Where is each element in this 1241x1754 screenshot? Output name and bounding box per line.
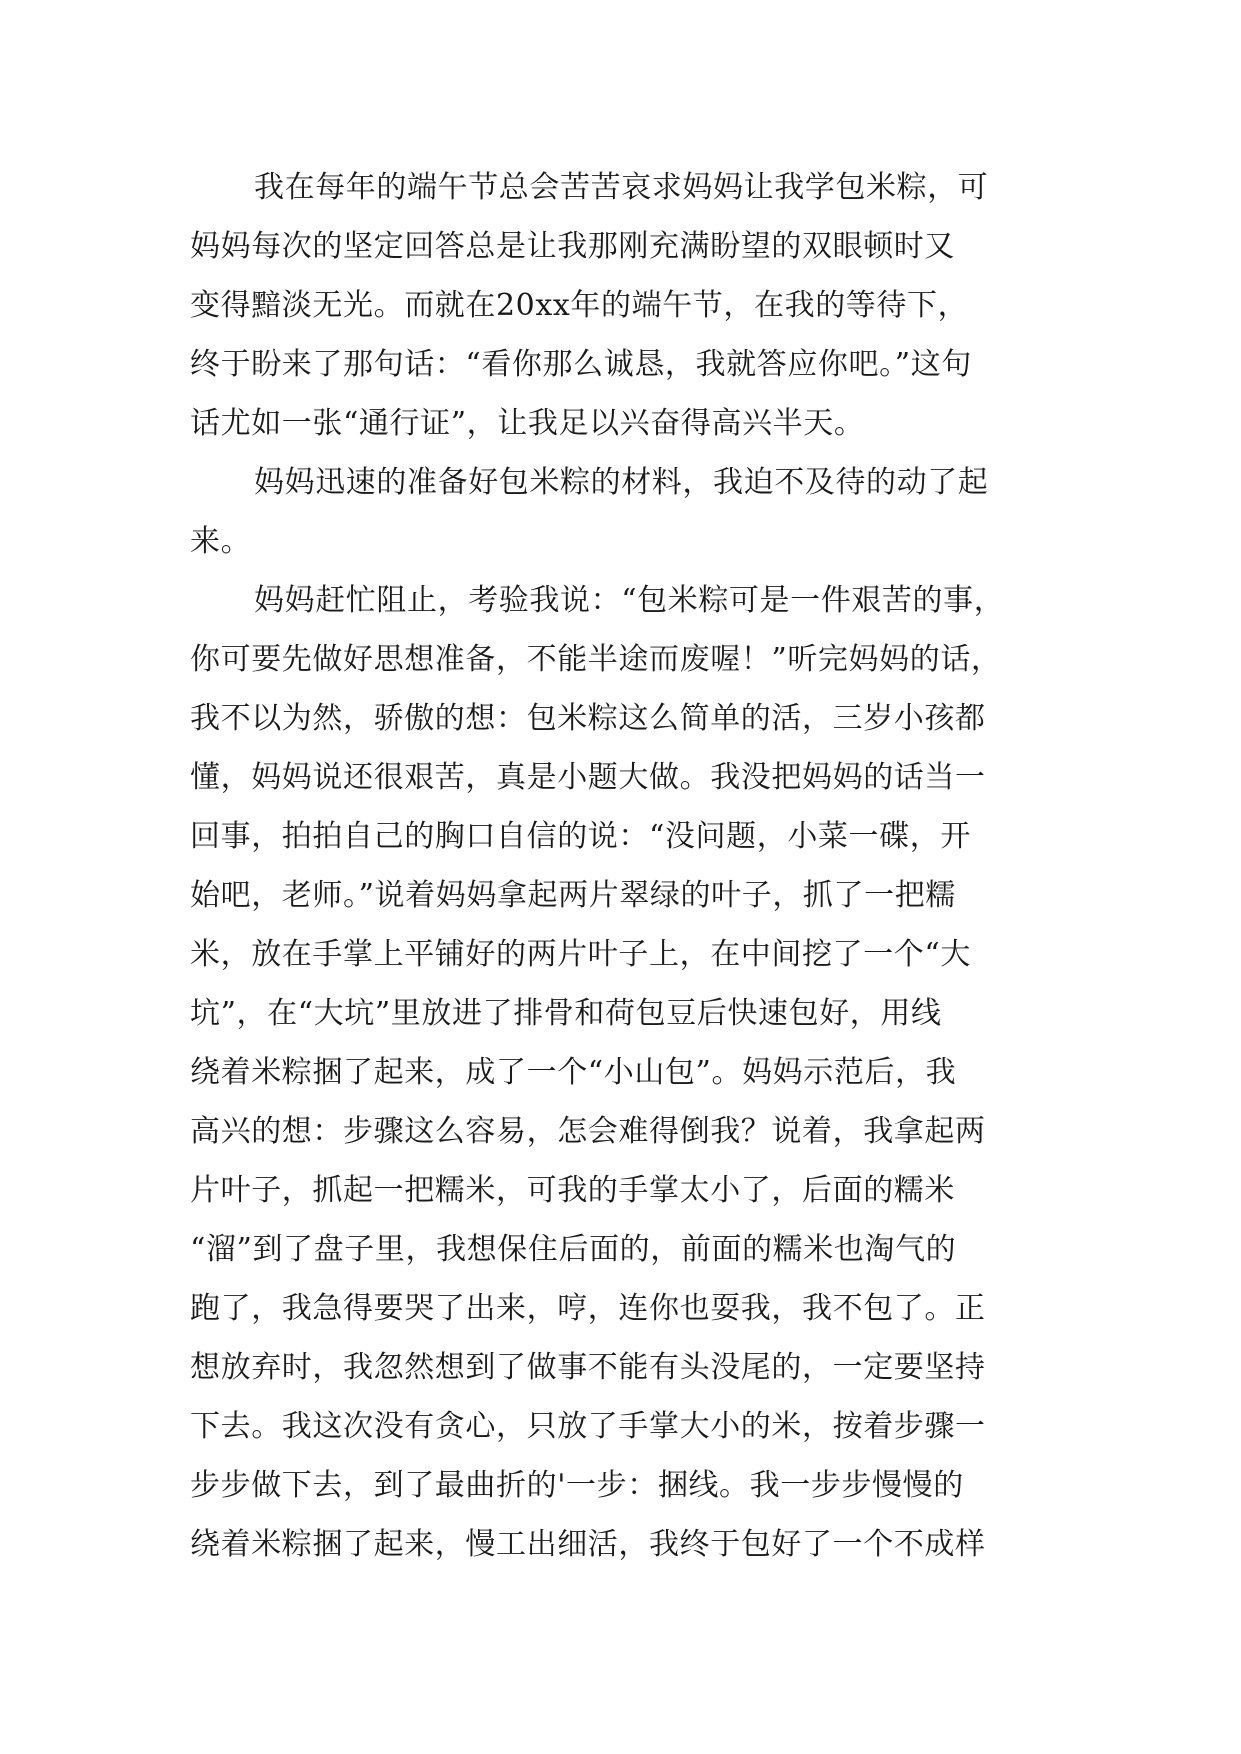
text-line: “溜”到了盘子里，我想保住后面的，前面的糯米也淘气的 (190, 1232, 957, 1267)
text-line: 你可要先做好思想准备，不能半途而废喔！”听完妈妈的话， (190, 642, 1002, 677)
text-line: 话尤如一张“通行证”，让我足以兴奋得高兴半天。 (190, 406, 865, 441)
text-line: 来。 (190, 524, 252, 559)
text-line: 片叶子，抓起一把糯米，可我的手掌太小了，后面的糯米 (190, 1173, 955, 1208)
text-line: 始吧，老师。”说着妈妈拿起两片翠绿的叶子，抓了一把糯 (190, 878, 956, 913)
paragraph-3 (190, 571, 1070, 1574)
text-line: 高兴的想：步骤这么容易，怎会难得倒我？说着，我拿起两 (190, 1114, 986, 1149)
text-line: 下去。我这次没有贪心，只放了手掌大小的米，按着步骤一 (190, 1409, 986, 1444)
text-line: 妈妈赶忙阻止，考验我说：“包米粽可是一件艰苦的事， (254, 583, 1005, 618)
text-line: 步步做下去，到了最曲折的'一步：捆线。我一步步慢慢的 (190, 1468, 964, 1503)
text-line: 变得黯淡无光。而就在20xx年的端午节，在我的等待下， (190, 288, 969, 323)
text-line: 妈妈每次的坚定回答总是让我那刚充满盼望的双眼顿时又 (190, 229, 955, 264)
text-line: 终于盼来了那句话：“看你那么诚恳，我就答应你吧。”这句 (190, 347, 972, 382)
document-body (190, 158, 1070, 1574)
text-line: 绕着米粽捆了起来，成了一个“小山包”。妈妈示范后，我 (190, 1055, 957, 1090)
text-line: 坑”，在“大坑”里放进了排骨和荷包豆后快速包好，用线 (190, 996, 942, 1031)
text-line: 回事，拍拍自己的胸口自信的说：“没问题，小菜一碟，开 (190, 819, 971, 854)
text-line: 我不以为然，骄傲的想：包米粽这么简单的活，三岁小孩都 (190, 701, 986, 736)
text-line: 米，放在手掌上平铺好的两片叶子上，在中间挖了一个“大 (190, 937, 971, 972)
text-line: 跑了，我急得要哭了出来，哼，连你也耍我，我不包了。正 (190, 1291, 986, 1326)
text-line: 我在每年的端午节总会苦苦哀求妈妈让我学包米粽，可 (254, 170, 989, 205)
text-line: 懂，妈妈说还很艰苦，真是小题大做。我没把妈妈的话当一 (190, 760, 986, 795)
text-line: 想放弃时，我忽然想到了做事不能有头没尾的，一定要坚持 (190, 1350, 986, 1385)
paragraph-2 (190, 453, 1070, 571)
paragraph-1 (190, 158, 1070, 453)
text-line: 绕着米粽捆了起来，慢工出细活，我终于包好了一个不成样 (190, 1527, 986, 1562)
text-line: 妈妈迅速的准备好包米粽的材料，我迫不及待的动了起 (254, 465, 989, 500)
